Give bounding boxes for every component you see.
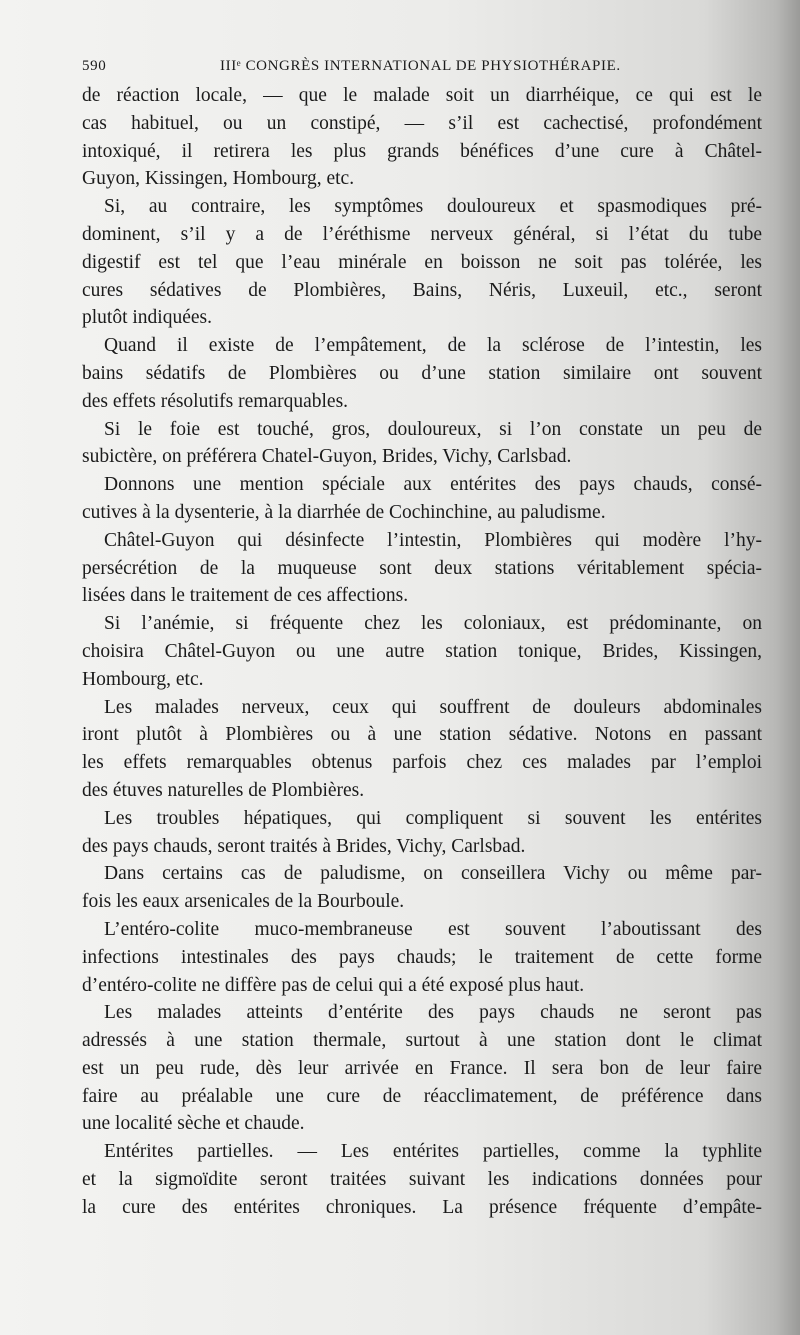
text-line: plutôt indiquées.	[82, 307, 212, 329]
text-line: Guyon, Kissingen, Hombourg, etc.	[82, 168, 355, 190]
text-line: digestif est tel que l’eau minérale en boisson ne soit pas tolérée, les	[82, 251, 762, 273]
text-line: persécrétion de la muqueuse sont deux stations véritablement spécia-	[82, 557, 762, 579]
text-line: de réaction locale, — que le malade soit un diarrhéique, ce qui est le	[82, 85, 762, 106]
running-title: IIIᵉ CONGRÈS INTERNATIONAL DE PHYSIOTHÉRAPIE.	[220, 58, 621, 74]
running-head	[82, 58, 762, 82]
text-line: des effets résolutifs remarquables.	[82, 390, 349, 412]
text-line: infections intestinales des pays chauds; le traitement de cette forme	[82, 946, 762, 968]
text-line: des pays chauds, seront traités à Brides, Vichy, Carlsbad.	[82, 835, 526, 857]
text-line: des étuves naturelles de Plombières.	[82, 779, 365, 801]
text-line: Les malades atteints d’entérite des pays chauds ne seront pas	[104, 1002, 762, 1024]
text-line: Hombourg, etc.	[82, 668, 204, 690]
text-line: les effets remarquables obtenus parfois chez ces malades par l’emploi	[82, 752, 762, 774]
text-line: intoxiqué, il retirera les plus grands bénéfices d’une cure à Châtel-	[82, 140, 762, 162]
text-line: bains sédatifs de Plombières ou d’une station similaire ont souvent	[82, 362, 762, 384]
text-line: cures sédatives de Plombières, Bains, Néris, Luxeuil, etc., seront	[82, 279, 762, 301]
text-line: est un peu rude, dès leur arrivée en France. Il sera bon de leur faire	[82, 1057, 762, 1079]
text-line: faire au préalable une cure de réacclimatement, de préférence dans	[82, 1085, 762, 1107]
text-line: Les troubles hépatiques, qui compliquent si souvent les entérites	[104, 807, 762, 829]
text-line: choisira Châtel-Guyon ou une autre station tonique, Brides, Kissingen,	[82, 640, 762, 662]
text-line: Les malades nerveux, ceux qui souffrent de douleurs abdominales	[104, 696, 762, 718]
text-line: adressés à une station thermale, surtout à une station dont le climat	[82, 1030, 762, 1052]
text-line: Si, au contraire, les symptômes douloureux et spasmodiques pré-	[104, 196, 762, 218]
text-line: et la sigmoïdite seront traitées suivant les indications données pour	[82, 1169, 762, 1191]
text-line: dominent, s’il y a de l’éréthisme nerveux général, si l’état du tube	[82, 223, 762, 245]
body-text	[82, 82, 762, 1222]
text-line: fois les eaux arsenicales de la Bourboule.	[82, 891, 405, 913]
text-line: cutives à la dysenterie, à la diarrhée de Cochinchine, au paludisme.	[82, 501, 606, 523]
text-line: Dans certains cas de paludisme, on conseillera Vichy ou même par-	[104, 863, 762, 885]
text-line: cas habituel, ou un constipé, — s’il est cachectisé, profondément	[82, 112, 762, 134]
text-line: Châtel-Guyon qui désinfecte l’intestin, Plombières qui modère l’hy-	[104, 529, 762, 551]
text-line: Si le foie est touché, gros, douloureux, si l’on constate un peu de	[104, 418, 762, 440]
page-number: 590	[82, 58, 107, 74]
text-line: d’entéro-colite ne diffère pas de celui qui a été exposé plus haut.	[82, 974, 585, 996]
text-line: Si l’anémie, si fréquente chez les coloniaux, est prédominante, on	[104, 613, 762, 635]
text-line: Donnons une mention spéciale aux entérites des pays chauds, consé-	[104, 474, 762, 496]
text-line: Entérites partielles. — Les entérites partielles, comme la typhlite	[104, 1141, 762, 1163]
text-line: lisées dans le traitement de ces affections.	[82, 585, 409, 607]
text-line: L’entéro-colite muco-membraneuse est souvent l’aboutissant des	[104, 918, 762, 940]
text-line: iront plutôt à Plombières ou à une station sédative. Notons en passant	[82, 724, 762, 746]
text-line: la cure des entérites chroniques. La présence fréquente d’empâte-	[82, 1196, 762, 1218]
text-line: Quand il existe de l’empâtement, de la sclérose de l’intestin, les	[104, 335, 762, 357]
text-line: une localité sèche et chaude.	[82, 1113, 305, 1135]
text-line: subictère, on préférera Chatel-Guyon, Brides, Vichy, Carlsbad.	[82, 446, 572, 468]
